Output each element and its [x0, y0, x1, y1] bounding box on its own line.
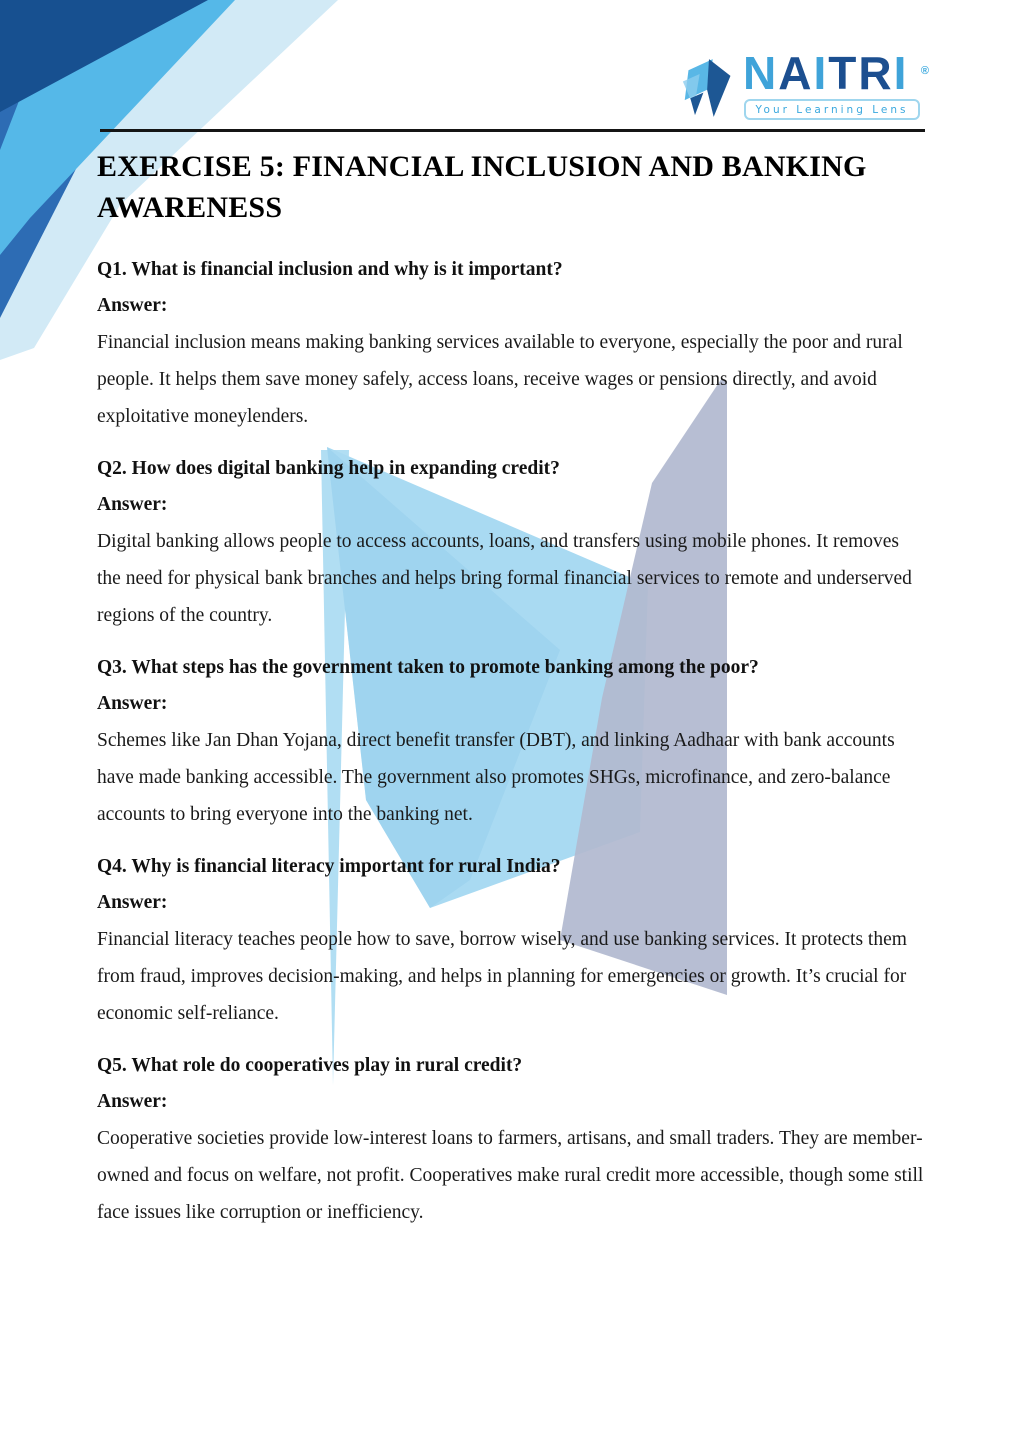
document-body: [97, 146, 927, 1247]
logo-tagline: Your Learning Lens: [744, 99, 920, 120]
answer-text: Financial literacy teaches people how to save, borrow wisely, and use banking services. It protects them from fraud, improves decision-making, and helps in planning for emergencies or growth. It’s crucial for economic self-reliance.: [97, 929, 907, 1024]
question-text: Q2. How does digital banking help in expanding credit?: [97, 458, 560, 479]
logo-wordmark: [743, 47, 931, 99]
question-text: Q3. What steps has the government taken to promote banking among the poor?: [97, 657, 759, 678]
naitri-logo: [681, 47, 931, 126]
question-text: Q5. What role do cooperatives play in rural credit?: [97, 1055, 523, 1076]
logo-letter: T: [828, 47, 859, 99]
qa-block-5: [97, 1048, 927, 1231]
answer-label: Answer:: [97, 693, 168, 714]
qa-block-4: [97, 849, 927, 1032]
question-text: Q1. What is financial inclusion and why is it important?: [97, 259, 563, 280]
answer-label: Answer:: [97, 494, 168, 515]
qa-block-3: [97, 650, 927, 833]
logo-letter: A: [778, 47, 814, 99]
qa-block-2: [97, 451, 927, 634]
logo-origami-icon: [681, 56, 737, 120]
answer-label: Answer:: [97, 1091, 168, 1112]
answer-text: Cooperative societies provide low-interest loans to farmers, artisans, and small traders. They are member-owned and focus on welfare, not profit. Cooperatives make rural credit more accessible, though some still face issues like corruption or inefficiency.: [97, 1128, 924, 1223]
registered-trademark-symbol: ®: [920, 65, 931, 77]
qa-block-1: [97, 252, 927, 435]
logo-letter: I: [813, 47, 829, 99]
page-title: EXERCISE 5: FINANCIAL INCLUSION AND BANKING AWARENESS: [97, 150, 867, 224]
answer-text: Schemes like Jan Dhan Yojana, direct benefit transfer (DBT), and linking Aadhaar with bank accounts have made banking accessible. The government also promotes SHGs, microfinance, and zero-balance accounts to bring everyone into the banking net.: [97, 730, 895, 825]
logo-letter: R: [858, 47, 894, 99]
answer-label: Answer:: [97, 892, 168, 913]
answer-text: Financial inclusion means making banking services available to everyone, especially the poor and rural people. It helps them save money safely, access loans, receive wages or pensions directly, and avoid exploitative moneylenders.: [97, 332, 903, 427]
answer-text: Digital banking allows people to access accounts, loans, and transfers using mobile phones. It removes the need for physical bank branches and helps bring formal financial services to remote and underserved regions of the country.: [97, 531, 912, 626]
header-divider: [100, 129, 925, 132]
question-text: Q4. Why is financial literacy important for rural India?: [97, 856, 561, 877]
logo-letter: N: [743, 47, 779, 99]
logo-letter: I: [893, 47, 909, 99]
answer-label: Answer:: [97, 295, 168, 316]
